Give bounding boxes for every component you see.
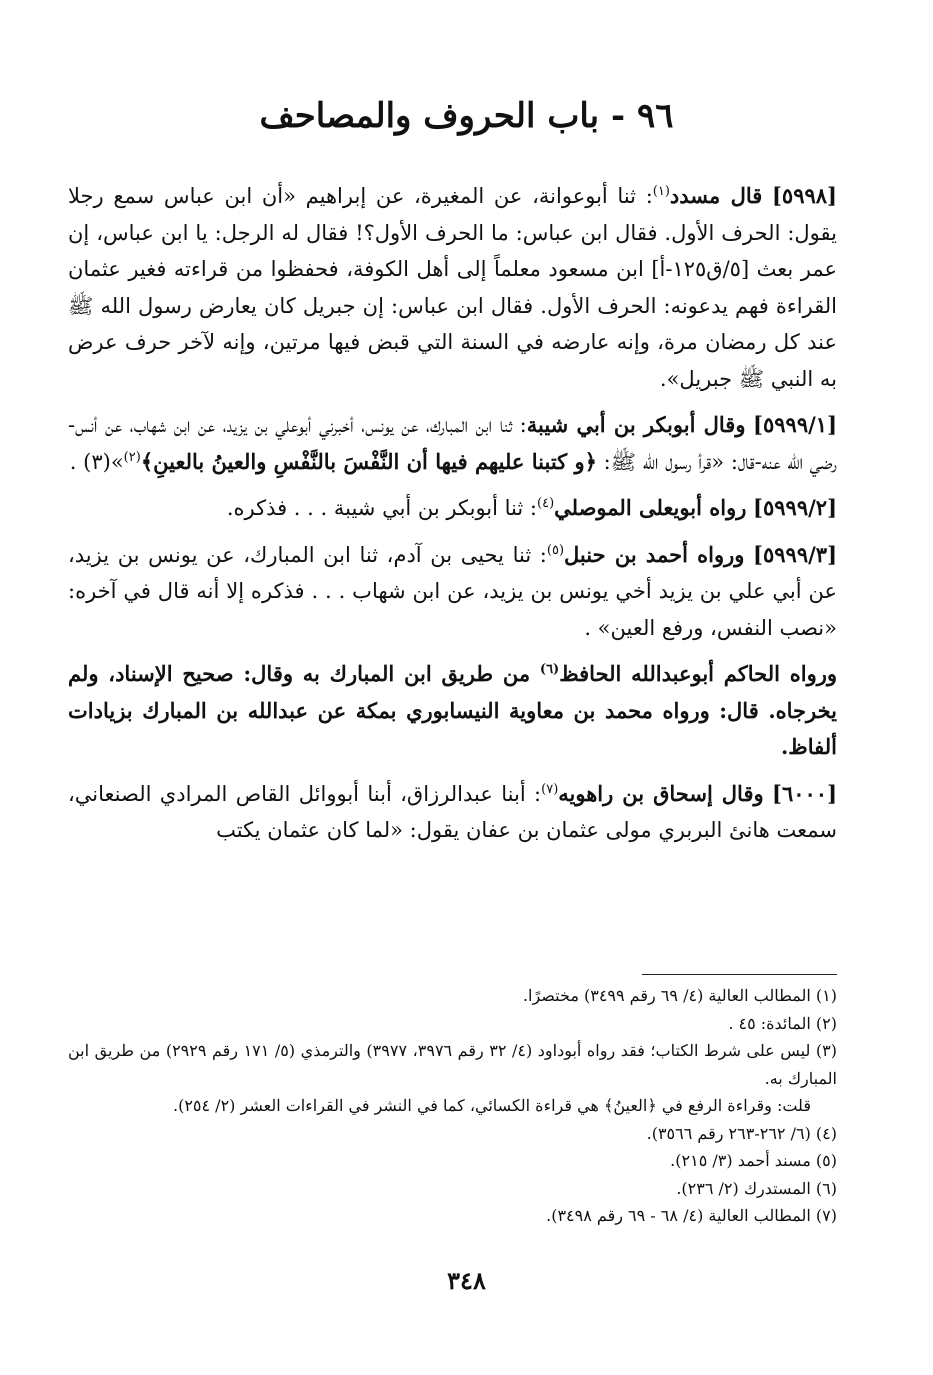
- hadith-paragraph: [68, 407, 837, 480]
- hadith-number: [٦٠٠٠]: [772, 780, 838, 806]
- footnote: (١) المطالب العالية (٤/ ٦٩ رقم ٣٤٩٩) مختصرًا.: [522, 986, 837, 1005]
- footnote: (٥) مسند أحمد (٣/ ٢١٥).: [670, 1151, 837, 1170]
- hadith-text: من طريق ابن المبارك به وقال: صحيح الإسناد، ولم يخرجاه. قال: ورواه محمد بن معاوية النيسابوري بمكة عن عبدالله بن المبارك بزيادات ألفاظ.: [68, 661, 837, 759]
- hadith-text: : ثنا يحيى بن آدم، ثنا ابن المبارك، عن يونس بن يزيد، عن أبي علي بن يزيد أخي يونس بن يزيد، عن ابن شهاب . . . فذكره إلا أنه قال في آخره: «نصب النفس، ورفع العين» .: [68, 542, 837, 640]
- main-text: [68, 178, 837, 859]
- footnote: (٣) ليس على شرط الكتاب؛ فقد رواه أبوداود (٤/ ٣٢ رقم ٣٩٧٦، ٣٩٧٧) والترمذي (٥/ ١٧١ رقم ٢٩٢٩) من طريق ابن المبارك به.: [68, 1041, 838, 1088]
- footnote-ref: (٤): [537, 496, 555, 511]
- hadith-paragraph: [68, 490, 837, 527]
- chapter-title: ٩٦ - باب الحروف والمصاحف: [259, 96, 674, 136]
- footnote-ref: (٥): [546, 542, 565, 558]
- hadith-text-end: »(٣) .: [69, 449, 124, 474]
- footnote-ref: (٧): [541, 781, 559, 797]
- hadith-narrator: قال مسدد: [669, 183, 763, 208]
- footnote-ref: (٢): [123, 449, 141, 465]
- hadith-paragraph: [68, 776, 837, 849]
- hadith-text: : ثنا أبوعوانة، عن المغيرة، عن إبراهيم «أن ابن عباس سمع رجلا يقول: الحرف الأول. فقال ابن عباس: ما الحرف الأول؟! فقال له الرجل: يا ابن عباس، إن عمر بعث [٥/ق١٢٥-أ] ابن مسعود معلماً إلى أهل الكوفة، فحفظوا من قراءته فغير عثمان القراءة فهم يدعونه: الحرف الأول. فقال ابن عباس: إن جبريل كان يعارض رسول الله ﷺ عند كل رمضان مرة، وإنه عارضه في السنة التي قبض فيها مرتين، وإنه لآخر حرف عرض به النبي ﷺ جبريل».: [68, 184, 837, 391]
- hadith-text: : ثنا أبوبكر بن أبي شيبة . . . فذكره.: [226, 496, 537, 520]
- hadith-narrator: وقال إسحاق بن راهويه: [558, 780, 764, 806]
- footnote-ref: (١): [652, 184, 670, 199]
- hadith-narrator: ورواه الحاكم أبوعبدالله الحافظ: [559, 661, 837, 686]
- hadith-paragraph: [68, 656, 837, 766]
- footnote-note: قلت: وقراءة الرفع في ﴿العينُ﴾ هي قراءة الكسائي، كما في النشر في القراءات العشر (٢/ ٢٥٤).: [172, 1096, 811, 1115]
- quran-verse: ﴿و كتبنا عليهم فيها أن النَّفْسَ بالنَّفْسِ والعينُ بالعينِ﴾: [140, 448, 597, 474]
- footnote: (٦) المستدرك (٢/ ٢٣٦).: [676, 1178, 837, 1198]
- hadith-number: [٥٩٩٨]: [771, 183, 837, 208]
- hadith-text: : ثنا ابن المبارك، عن يونس، أخبرني أبوعلي بن يزيد، عن ابن شهاب، عن أنس-رضي الله عنه-قال: «قرأ رسول الله ﷺ:: [68, 413, 837, 474]
- hadith-paragraph: [68, 537, 837, 647]
- hadith-number: [٥٩٩٩/٣]: [753, 541, 837, 567]
- hadith-narrator: رواه أبويعلى الموصلي: [554, 495, 747, 520]
- footnote-divider: [642, 974, 837, 975]
- hadith-paragraph: [68, 178, 837, 397]
- footnotes: [68, 982, 837, 1230]
- page-number: ٣٤٨: [447, 1266, 486, 1295]
- footnote: (٢) المائدة: ٤٥ .: [728, 1013, 837, 1033]
- hadith-text: : أبنا عبدالرزاق، أبنا أبووائل القاص المرادي الصنعاني، سمعت هانئ البربري مولى عثمان بن عفان يقول: «لما كان عثمان يكتب: [68, 781, 837, 842]
- footnote: (٤) (٦/ ٢٦٢-٢٦٣ رقم ٣٥٦٦).: [646, 1123, 837, 1143]
- hadith-narrator: ورواه أحمد بن حنبل: [564, 541, 745, 567]
- hadith-number: [٥٩٩٩/١]: [753, 412, 837, 437]
- footnote-ref: (٦): [539, 662, 560, 677]
- hadith-number: [٥٩٩٩/٢]: [753, 495, 837, 520]
- footnote: (٧) المطالب العالية (٤/ ٦٨ - ٦٩ رقم ٣٤٩٨).: [546, 1206, 837, 1225]
- hadith-narrator: وقال أبوبكر بن أبي شيبة: [526, 412, 746, 437]
